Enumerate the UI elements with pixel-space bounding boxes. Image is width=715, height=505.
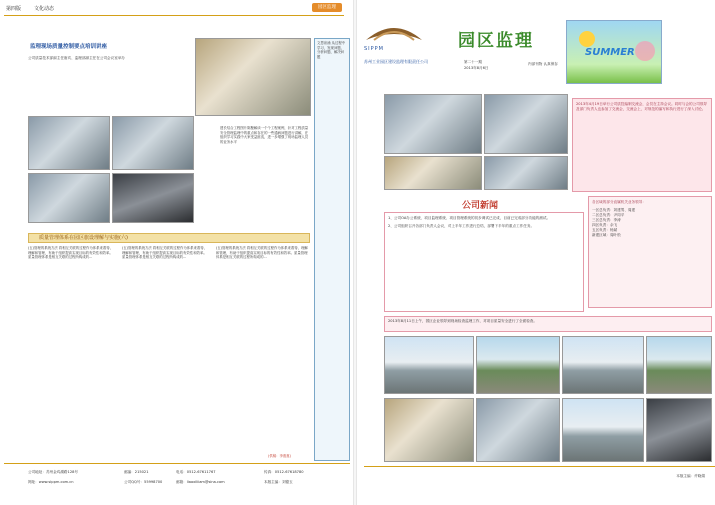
news-title: 公司新闻 — [462, 201, 499, 211]
company-name: 苏州工业园区建设监理有限责任公司 — [364, 59, 428, 64]
section-label: 文化动态 — [34, 6, 55, 12]
news-box — [384, 212, 584, 312]
issue-label: 第四版 — [6, 6, 22, 12]
staff-line-4: 四区负责：余飞 — [592, 223, 618, 227]
right-editor: 本版主编：许晓娟 — [676, 474, 705, 478]
article2-col3: (五)管理的系统方法 将相互关联的过程作为体系来看待、理解和管理，有助于组织提高实现目标的有效性和效率。质量管理体系是相互关联的过程所构成的... — [216, 246, 308, 260]
side-notes-text: 文思泉涌 从过程中学习，发现问题、分析问题、解决问题 — [317, 41, 346, 59]
summer-banner — [566, 20, 662, 84]
staff-line-1: 一区总负责：刘建男、周建 — [592, 208, 636, 212]
staff-box — [588, 196, 712, 308]
meeting-photo-3 — [384, 156, 482, 190]
footer-editor: 本版主编：刘德玉 — [264, 480, 293, 484]
top-pink-text: 2013年4月19日举行公司质控编制交流会，会员在主持会议。同时与会的公司领导及部门负责人也参加了交流会，交流会上，对规范的编写和执行进行了深入讨论。 — [576, 102, 708, 111]
logo-emblem-icon — [364, 22, 424, 42]
site-photo-5 — [384, 398, 474, 462]
meeting-photo-2 — [484, 94, 568, 154]
news-item-1: 1、公司OA办公系统、项目监理系统、项目管理系统的初步调试已完成，目前已完成部分功能的测试。 — [388, 216, 551, 220]
top-pink-box — [572, 98, 712, 192]
footer-qq: 公司QQ号：55998700 — [124, 480, 163, 484]
staff-line-5: 五区负责：杨斌 — [592, 228, 618, 232]
audience-photo-4 — [112, 173, 194, 223]
staff-line-2: 二区总负责：尹同平 — [592, 213, 625, 217]
meeting-photo-4 — [484, 156, 568, 190]
site-photo-8 — [646, 398, 712, 462]
article2-title: 质量管理体系在园区旅设理解与实施(六) — [39, 235, 128, 241]
footer-tel: 电话：0512-67611767 — [176, 470, 216, 474]
article1-title: 监理现场质量控制要点培训讲座 — [30, 44, 108, 50]
audience-photo-3 — [28, 173, 110, 223]
left-page — [0, 0, 350, 505]
wide-caption: 2013年8月11日上午，园区企业领导到现场检查监理工作，对项目质量安全进行了全面检查。 — [388, 319, 537, 323]
site-photo-6 — [476, 398, 560, 462]
site-photo-1 — [384, 336, 474, 394]
side-notes — [314, 38, 350, 461]
audience-photo-1 — [28, 116, 110, 170]
staff-line-3: 三区总负责：李涛 — [592, 218, 621, 222]
logo — [364, 22, 424, 52]
banner-text: SUMMER — [585, 47, 635, 58]
staff-line-6: 新建区域：周叶松 — [592, 233, 621, 237]
article2-title-band — [28, 233, 310, 243]
article2-col2: (五)管理的系统方法 将相互关联的过程作为体系来看待、理解和管理，有助于组织提高实现目标的有效性和效率。质量管理体系是相互关联的过程所构成的... — [122, 246, 208, 260]
site-photo-2 — [476, 336, 560, 394]
photo-caption: 建长结合工程图片陈聚解读一个个工程案例，针对工程质量安全管理监理中的重点和存在的一些通病问题进行讲解，在组织学习实践中大家受益匪浅，进一步增强了现场监理人员的业务水平 — [220, 126, 309, 144]
right-page — [360, 0, 715, 505]
article1-body: 公司质量技术部副主任唐宾、监理部副主任在公司会议室举办 — [28, 56, 126, 60]
footer-website: 网址：www.sippm.com.cn — [28, 480, 74, 484]
masthead-title: 园区监理 — [458, 31, 534, 51]
lecture-photo — [195, 38, 311, 116]
site-photo-3 — [562, 336, 644, 394]
footer-rule — [4, 463, 350, 464]
staff-box-title: 各区域的部分直属机关业务领导： — [592, 200, 646, 204]
news-item-2: 2、公司组织召开各部门负责人会议，对上半年工作进行总结，部署下半年的重点工作任务。 — [388, 224, 535, 228]
logo-abbr: SIPPM — [364, 46, 384, 52]
footer-fax: 传真：0512-67618780 — [264, 470, 304, 474]
issue-date: 2013年8月6日 — [464, 66, 489, 70]
audience-photo-2 — [112, 116, 194, 170]
issue-note: 内部刊物 认真保存 — [528, 62, 558, 66]
issue-number: 第二十一期 — [464, 60, 482, 64]
footer-postcode: 邮编：215021 — [124, 470, 149, 474]
footer-email: 邮箱：liaoxiliiam@sina.com — [176, 480, 225, 484]
meeting-photo-1 — [384, 94, 482, 154]
article2-col1: (五)管理的系统方法 将相互关联的过程作为体系来看待、理解和管理，有助于组织提高实现目标的有效性和效率。质量管理体系是相互关联的过程所构成的... — [28, 246, 114, 260]
footer-address: 公司地址：苏州金鸡湖路128号 — [28, 470, 78, 474]
page-gutter — [353, 0, 357, 505]
site-photo-4 — [646, 336, 712, 394]
right-footer-rule — [364, 466, 715, 467]
left-header — [4, 2, 344, 16]
wide-caption-box — [384, 316, 712, 332]
signature: (供稿：李惠惠) — [268, 454, 291, 458]
site-photo-7 — [562, 398, 644, 462]
header-badge: 园区监理 — [312, 3, 342, 12]
